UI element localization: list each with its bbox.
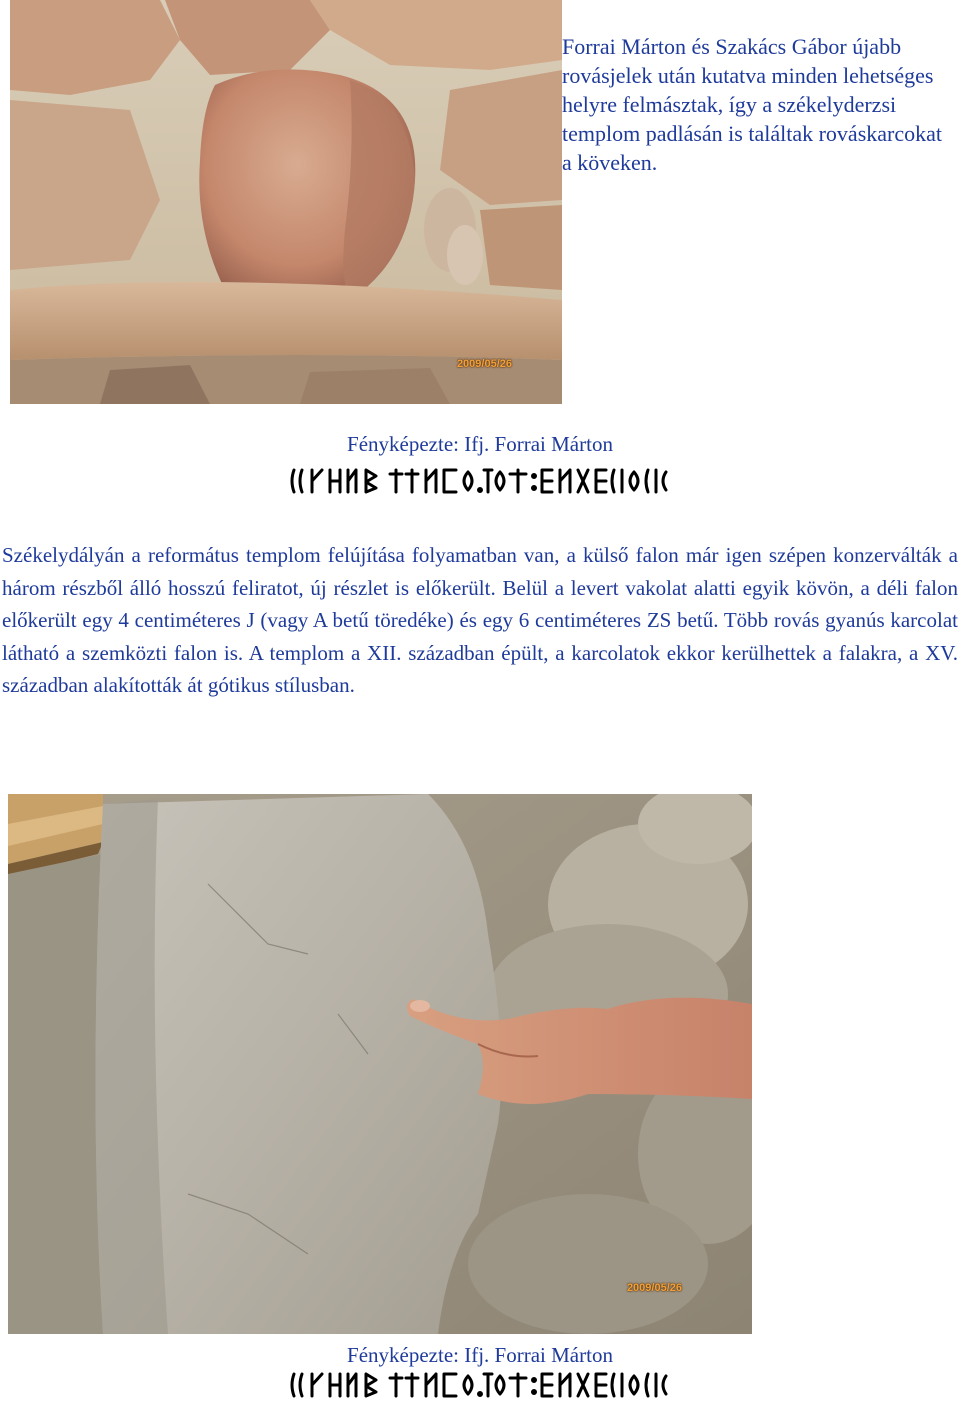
photo-date-stamp: 2009/05/26 — [626, 1282, 682, 1294]
photo-date-stamp: 2009/05/26 — [456, 358, 512, 370]
main-paragraph: Székelydályán a református templom felújítása folyamatban van, a külső falon már igen szépen konzerválták a három részből álló hosszú feliratot, új részlet is előkerült. Belül a levert vakolat alatti egyik kövön, a déli falon előkerült egy 4 centiméteres J (vagy A betű töredéke) és egy 6 centiméteres ZS betű. Több rovás gyanús karcolat látható a szemközti falon is. A templom a XII. században épült, a karcolatok ekkor kerülhettek a falakra, a XV. században alakították át gótikus stílusban. — [2, 543, 958, 697]
stone-wall-photo-2 — [8, 794, 752, 1334]
runic-inscription-1 — [290, 466, 670, 496]
intro-paragraph: Forrai Márton és Szakács Gábor újabb rovásjelek után kutatva minden lehetséges helyre felmásztak, így a székelyderzsi templom padlásán is találtak rováskarcokat a köveken. — [562, 34, 942, 175]
runic-inscription-2 — [290, 1370, 670, 1400]
photo-credit-caption: Fényképezte: Ifj. Forrai Márton — [347, 432, 613, 456]
photo-credit-caption: Fényképezte: Ifj. Forrai Márton — [347, 1343, 613, 1367]
stone-wall-photo-1 — [10, 0, 562, 404]
